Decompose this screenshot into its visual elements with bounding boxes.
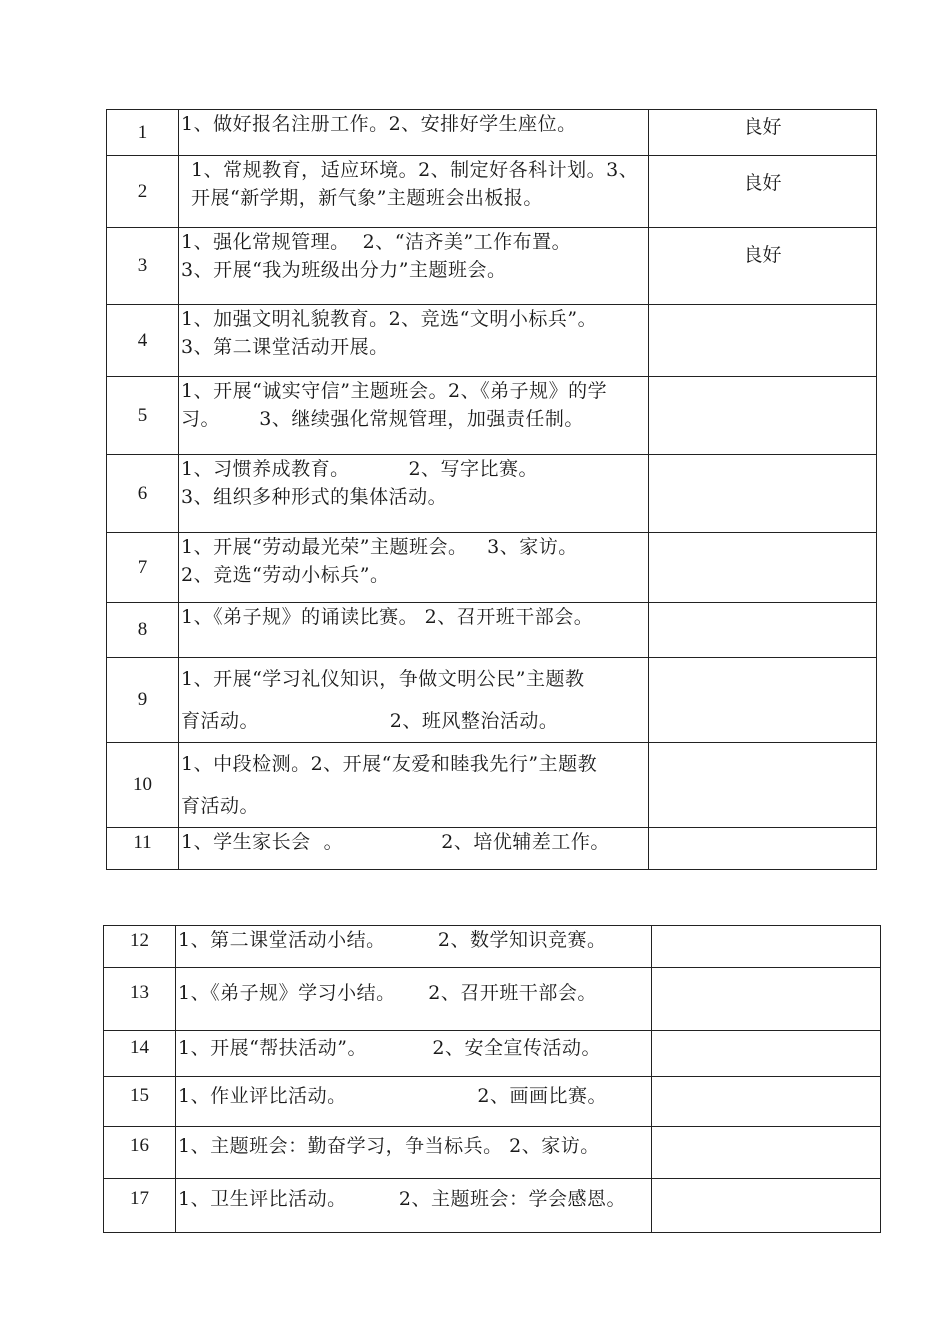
evaluation: [649, 658, 877, 743]
table-row: [104, 968, 881, 1031]
activity-text: 1、常规教育，适应环境。2、制定好各科计划。3、 开展“新学期，新气象”主题班会出板报。: [179, 156, 649, 228]
week-number: 14: [104, 1031, 176, 1077]
week-number: 16: [104, 1127, 176, 1179]
week-number: 11: [107, 828, 179, 870]
week-number: 5: [107, 377, 179, 455]
table-row: [107, 305, 877, 377]
week-number: 13: [104, 968, 176, 1031]
activity-text: 1、习惯养成教育。 2、写字比赛。 3、组织多种形式的集体活动。: [179, 455, 649, 533]
table-row: [107, 455, 877, 533]
evaluation: [652, 1031, 881, 1077]
weekly-plan-table-1: [106, 109, 877, 870]
table-row: [107, 228, 877, 305]
evaluation: [649, 603, 877, 658]
evaluation: 良好: [649, 156, 877, 228]
week-number: 17: [104, 1179, 176, 1233]
table-row: [107, 603, 877, 658]
week-number: 4: [107, 305, 179, 377]
table-row: [107, 658, 877, 743]
evaluation: [652, 926, 881, 968]
evaluation: [652, 1179, 881, 1233]
table-row: [104, 1127, 881, 1179]
activity-text: 1、第二课堂活动小结。 2、数学知识竞赛。: [176, 926, 652, 968]
table-row: [107, 156, 877, 228]
evaluation: 良好: [649, 228, 877, 305]
week-number: 7: [107, 533, 179, 603]
table-row: [104, 1179, 881, 1233]
evaluation: [652, 968, 881, 1031]
evaluation: [649, 743, 877, 828]
table-row: [107, 377, 877, 455]
activity-text: 1、开展“学习礼仪知识，争做文明公民”主题教 育活动。 2、班风整治活动。: [179, 658, 649, 743]
activity-text: 1、加强文明礼貌教育。2、竞选“文明小标兵”。 3、第二课堂活动开展。: [179, 305, 649, 377]
evaluation: [652, 1077, 881, 1127]
activity-text: 1、强化常规管理。 2、“洁齐美”工作布置。 3、开展“我为班级出分力”主题班会。: [179, 228, 649, 305]
activity-text: 1、做好报名注册工作。2、安排好学生座位。: [179, 110, 649, 156]
evaluation: [652, 1127, 881, 1179]
activity-text: 1、学生家长会 。 2、培优辅差工作。: [179, 828, 649, 870]
evaluation: [649, 533, 877, 603]
activity-text: 1、中段检测。2、开展“友爱和睦我先行”主题教 育活动。: [179, 743, 649, 828]
week-number: 15: [104, 1077, 176, 1127]
week-number: 2: [107, 156, 179, 228]
table-row: [104, 1031, 881, 1077]
evaluation: [649, 828, 877, 870]
week-number: 6: [107, 455, 179, 533]
activity-text: 1、作业评比活动。 2、画画比赛。: [176, 1077, 652, 1127]
activity-text: 1、开展“帮扶活动”。 2、安全宣传活动。: [176, 1031, 652, 1077]
activity-text: 1、开展“诚实守信”主题班会。2、《弟子规》的学 习。 3、继续强化常规管理，加强责任制。: [179, 377, 649, 455]
activity-text: 1、主题班会：勤奋学习，争当标兵。 2、家访。: [176, 1127, 652, 1179]
table-row: [107, 743, 877, 828]
week-number: 3: [107, 228, 179, 305]
evaluation: 良好: [649, 110, 877, 156]
week-number: 12: [104, 926, 176, 968]
table-row: [107, 533, 877, 603]
week-number: 10: [107, 743, 179, 828]
activity-text: 1、《弟子规》的诵读比赛。 2、召开班干部会。: [179, 603, 649, 658]
weekly-plan-table-2: [103, 925, 881, 1233]
table-row: [104, 1077, 881, 1127]
table-row: [104, 926, 881, 968]
activity-text: 1、开展“劳动最光荣”主题班会。 3、家访。 2、竞选“劳动小标兵”。: [179, 533, 649, 603]
week-number: 1: [107, 110, 179, 156]
table-row: [107, 110, 877, 156]
evaluation: [649, 305, 877, 377]
week-number: 9: [107, 658, 179, 743]
activity-text: 1、卫生评比活动。 2、主题班会：学会感恩。: [176, 1179, 652, 1233]
evaluation: [649, 455, 877, 533]
activity-text: 1、《弟子规》学习小结。 2、召开班干部会。: [176, 968, 652, 1031]
evaluation: [649, 377, 877, 455]
table-row: [107, 828, 877, 870]
week-number: 8: [107, 603, 179, 658]
